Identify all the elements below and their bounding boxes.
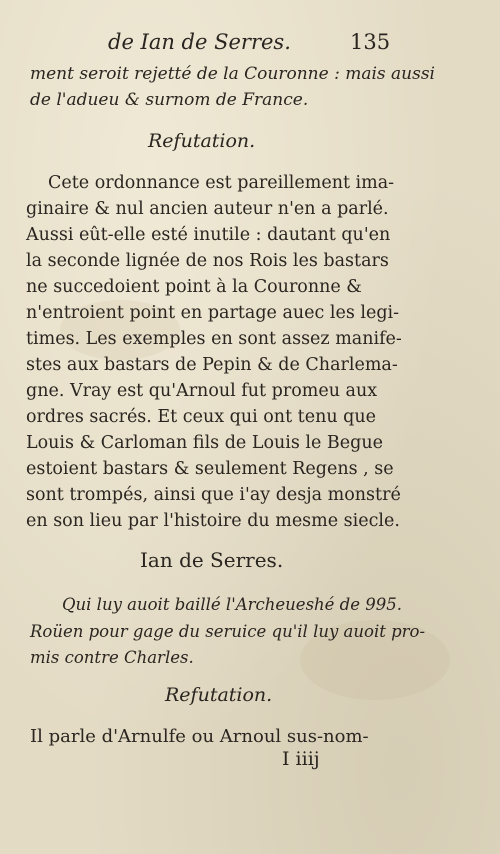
text-line: gne. Vray est qu'Arnoul fut promeu aux [26,381,378,401]
text-line: estoient bastars & seulement Regens , se [26,459,394,479]
section-heading: Refutation. [165,684,273,706]
text-line: de l'adueu & surnom de France. [30,90,309,110]
text-line: Louis & Carloman fils de Louis le Begue [26,433,383,453]
running-title: de Ian de Serres. [108,30,291,54]
text-line: ordres sacrés. Et ceux qui ont tenu que [26,407,376,427]
text-line: n'entroient point en partage auec les legi- [26,303,400,323]
quote-line: mis contre Charles. [30,648,194,667]
section-heading: Refutation. [148,130,256,152]
text-line: Cete ordonnance est pareillement ima- [48,173,395,193]
text-line: Il parle d'Arnulfe ou Arnoul sus-nom- [30,726,369,747]
text-line: stes aux bastars de Pepin & de Charlema- [26,355,398,375]
page-number: 135 [350,30,391,54]
quote-line: Qui luy auoit baillé l'Archeueshé de 995. [62,595,402,614]
text-line: en son lieu par l'histoire du mesme siecle. [26,511,400,531]
text-line: la seconde lignée de nos Rois les bastars [26,251,389,271]
quote-line: Roüen pour gage du seruice qu'il luy auoit pro- [30,622,426,641]
text-line: times. Les exemples en sont assez manife- [26,329,402,349]
text-line: Aussi eût-elle esté inutile : dautant qu'en [26,225,391,245]
text-line: sont trompés, ainsi que i'ay desja monstré [26,485,401,505]
text-line: ne succedoient point à la Couronne & [26,277,362,297]
section-heading: Ian de Serres. [140,548,284,572]
signature-mark: I iiij [282,748,320,770]
text-line: ginaire & nul ancien auteur n'en a parlé. [26,199,389,219]
text-line: ment seroit rejetté de la Couronne : mais aussi [30,64,435,84]
